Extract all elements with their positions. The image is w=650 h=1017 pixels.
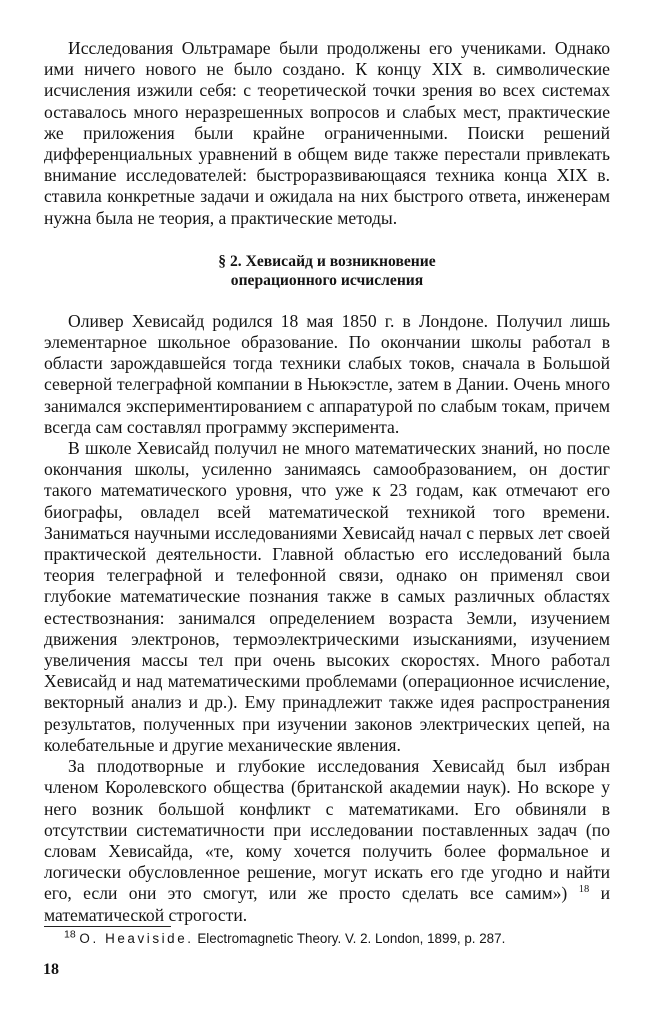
paragraph-text-after-ref: и математической строгости.: [44, 883, 610, 925]
section-title-line-2: операционного исчисления: [230, 271, 424, 289]
footnote-author: O. Heaviside.: [79, 931, 194, 946]
section-title-line-1: [44, 252, 610, 271]
page-body: [44, 38, 610, 926]
footnote: [64, 930, 610, 948]
paragraph-heaviside-education: В школе Хевисайд получил не много математических знаний, но после окончания школы, усиленно занимаясь самообразованием, он достиг такого математического уровня, что уже к 23 годам, как отмечают его биографы, овладел всей математической техникой того времени. Заниматься научными исследованиями Хевисайд начал с первых лет своей практической деятельности. Главной областью его исследований была теория телеграфной и телефонной связи, однако он применял свои глубокие математические познания также в самых различных областях естествознания: занимался определением возраста Земли, изучением движения электронов, термоэлектрическими изысканиями, изучением увеличения массы тел при очень высоких скоростях. Много работал Хевисайд и над математическими проблемами (операционное исчисление, векторный анализ и др.). Ему принадлежит также идея распространения результатов, полученных при изучении законов электрических цепей, на колебательные и другие механические явления.: [44, 438, 610, 755]
section-title-part-1: Хевисайд и возникновение: [245, 252, 436, 270]
footnote-reference[interactable]: 18: [578, 884, 590, 896]
footnote-citation: Electromagnetic Theory. V. 2. London, 1899, p. 287.: [197, 931, 506, 946]
footnote-divider: [44, 926, 171, 927]
paragraph-heaviside-royal-society: [44, 756, 610, 926]
section-number: § 2.: [218, 252, 242, 270]
footnote-marker: 18: [64, 928, 76, 941]
section-heading: [44, 252, 610, 290]
paragraph-text-before-ref: За плодотворные и глубокие исследования Хевисайд был избран членом Королевского общества (британской академии наук). Но вскоре у него возник большой конфликт с математиками. Его обвиняли в отсутствии систематичности при исследовании поставленных задач (по словам Хевисайда, «те, кому хочется получить более формальное и логически обусловленное решение, могут искать его где угодно и найти его, если они это смогут, или же просто сделать все самим»): [44, 756, 610, 904]
paragraph-heaviside-biography: Оливер Хевисайд родился 18 мая 1850 г. в Лондоне. Получил лишь элементарное школьное образование. По окончании школы работал в области зарождавшейся тогда техники слабых токов, сначала в Большой северной телеграфной компании в Ньюкэстле, затем в Дании. Очень много занимался экспериментированием с аппаратурой по слабым токам, причем всегда сам составлял программу эксперимента.: [44, 310, 610, 437]
paragraph-oltramare-followers: Исследования Ольтрамаре были продолжены его учениками. Однако ими ничего нового не было создано. К концу XIX в. символические исчисления изжили себя: с теоретической точки зрения во всех системах оставалось много неразрешенных вопросов и слабых мест, практические же приложения были крайне ограниченными. Поиски решений дифференциальных уравнений в общем виде также перестали привлекать внимание исследователей: быстроразвивающаяся техника конца XIX в. ставила конкретные задачи и ожидала на них быстрого ответа, инженерам нужна была не теория, а практические методы.: [44, 38, 610, 228]
page-number: 18: [43, 961, 59, 978]
